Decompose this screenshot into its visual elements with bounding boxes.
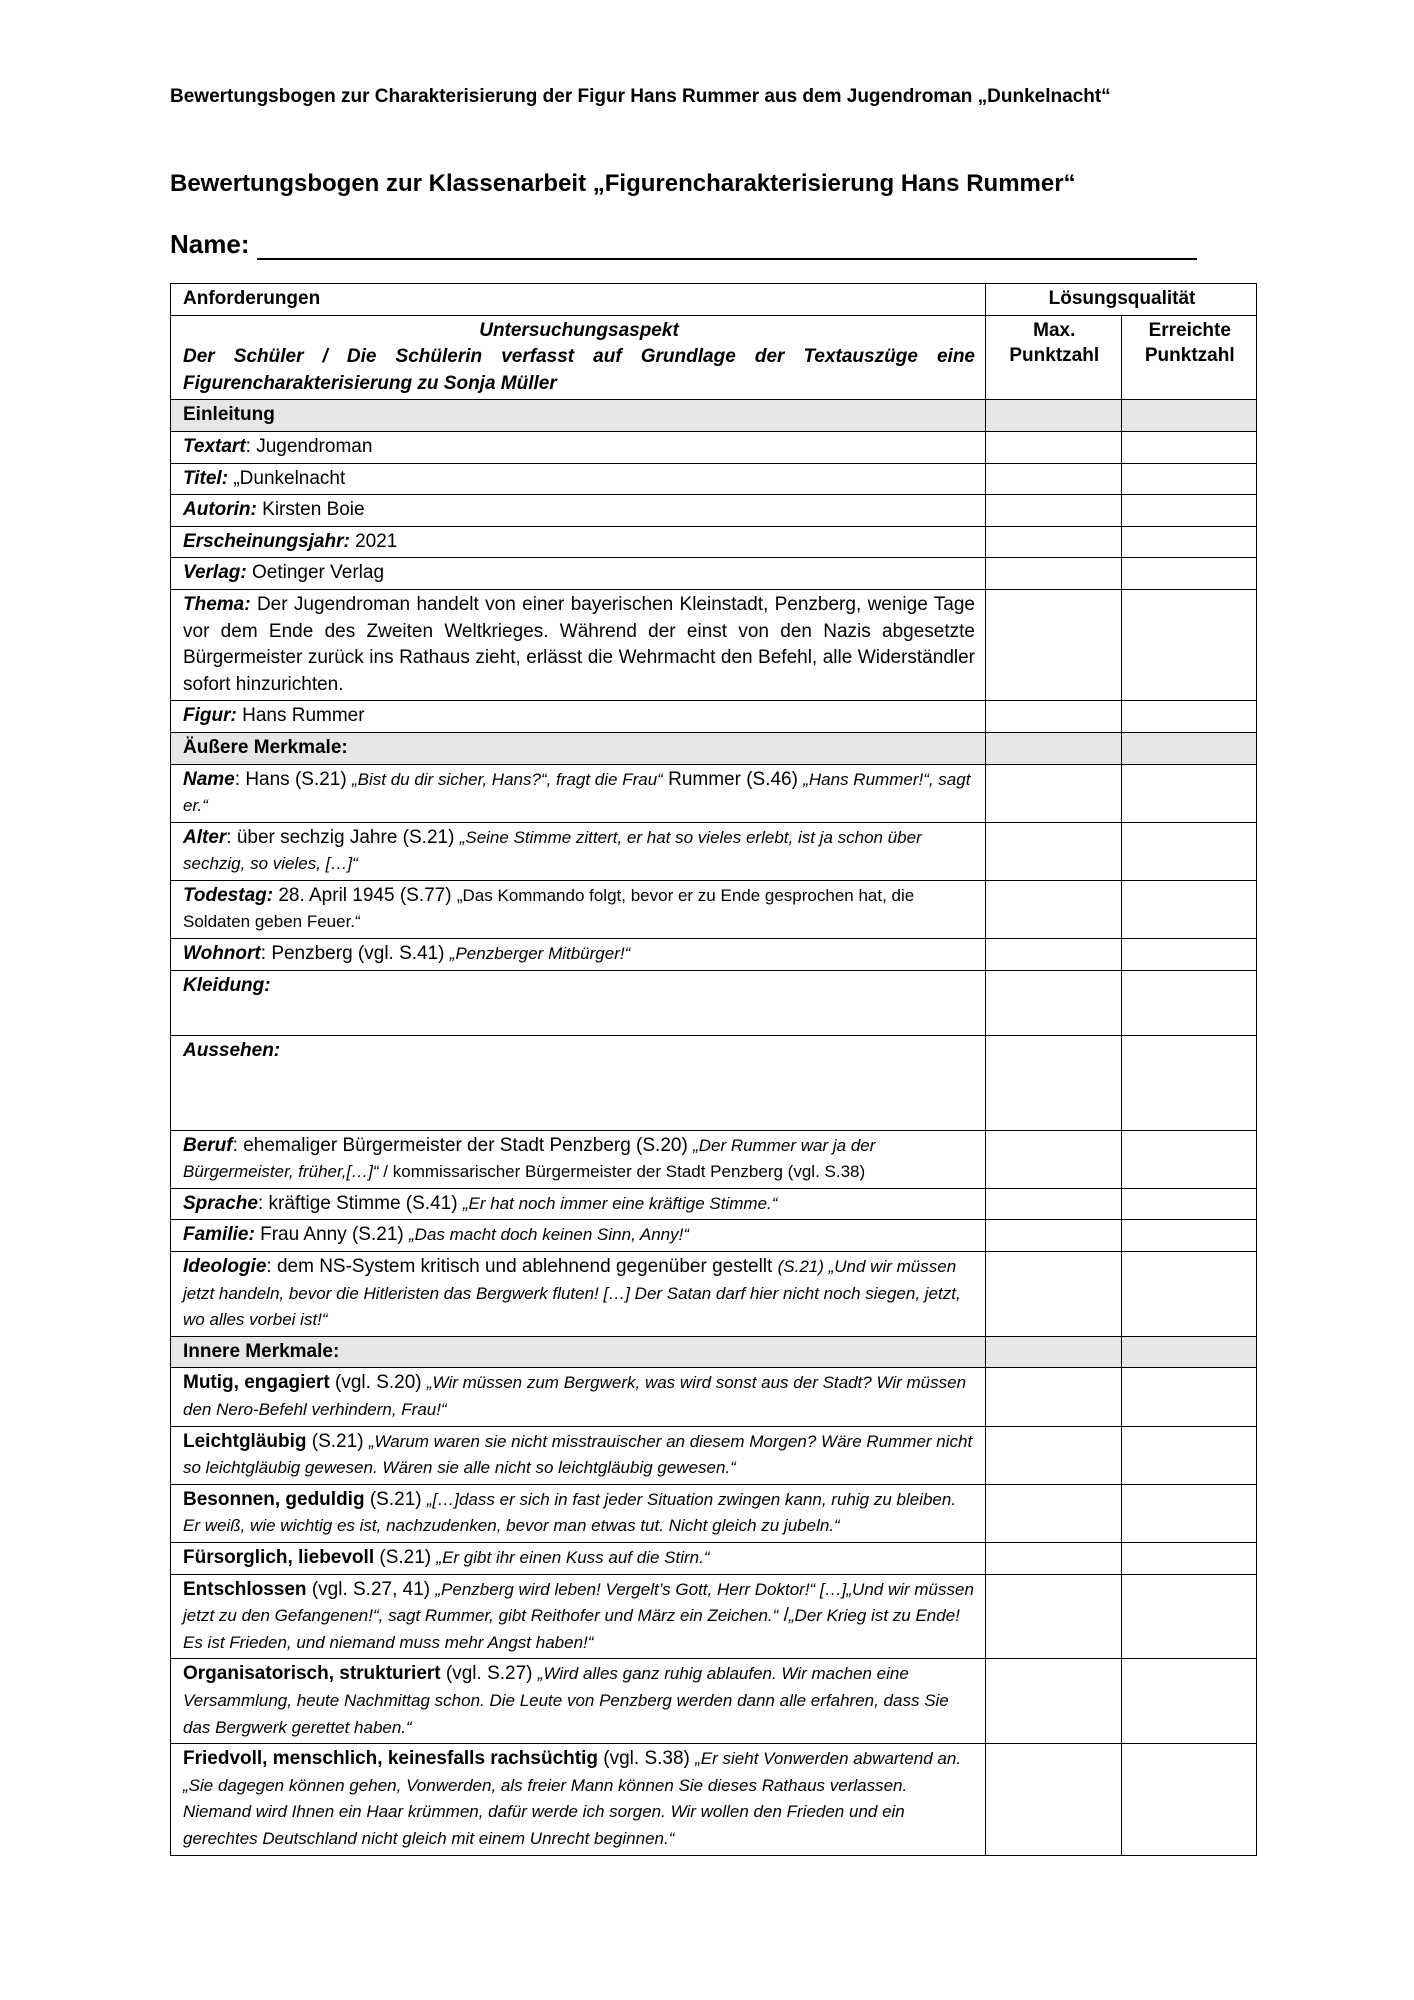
criterion-text-2: Rummer (S.46) [662, 768, 804, 790]
reached-points-cell[interactable] [1121, 1252, 1257, 1337]
criterion-label: Figur: [183, 705, 237, 727]
criterion-cell: Wohnort: Penzberg (vgl. S.41) „Penzberger Mitbürger!“ [171, 939, 986, 971]
criterion-text: (vgl. S.27, 41) [311, 1578, 436, 1600]
reached-points-header-cell [1121, 315, 1257, 400]
criterion-cell [171, 970, 986, 1035]
reached-points-cell[interactable] [1121, 1659, 1257, 1744]
reached-points-cell[interactable] [1121, 1368, 1257, 1426]
criterion-quote: „Warum waren sie nicht misstrauischer an diesem Morgen? Wäre Rummer nicht so leichtgläubig gewesen. Wären sie alle nicht so leichtgläubig gewesen.“ [183, 1431, 973, 1478]
max-points-cell[interactable] [986, 1542, 1122, 1574]
criterion-text: ehemaliger Bürgermeister der Stadt Penzberg (S.20) [243, 1134, 694, 1156]
criterion-label: Verlag: [183, 562, 247, 584]
criterion-text: (S.21) [379, 1546, 437, 1568]
criterion-cell: Ideologie: dem NS-System kritisch und ablehnend gegenüber gestellt (S.21) „Und wir müssen jetzt handeln, bevor die Hitleristen das Bergwerk fluten! […] Der Satan darf hier nicht noch siegen, jetzt, wo alles vorbei ist!“ [171, 1252, 986, 1337]
criterion-cell [171, 880, 986, 938]
table-subheader-row [171, 315, 1257, 400]
max-points-cell[interactable] [986, 1188, 1122, 1220]
criterion-text-2: / kommissarischer Bürgermeister der Stadt Penzberg (vgl. S.38) [378, 1162, 866, 1182]
reached-points-cell[interactable] [1121, 1744, 1257, 1855]
criterion-cell [171, 526, 986, 558]
criterion-row [171, 1484, 1257, 1542]
reached-points-cell[interactable] [1121, 1484, 1257, 1542]
criterion-quote: (S.21) „Und wir müssen jetzt handeln, bevor die Hitleristen das Bergwerk fluten! […] Der Satan darf hier nicht noch siegen, jetzt, wo alles vorbei ist!“ [183, 1257, 961, 1330]
section-row [171, 400, 1257, 432]
criterion-row [171, 1574, 1257, 1659]
criterion-cell: Textart: Jugendroman [171, 431, 986, 463]
max-points-cell[interactable] [986, 880, 1122, 938]
criterion-quote-2: „Der Krieg ist zu Ende! Es ist Frieden, und niemand muss mehr Angst haben!“ [183, 1606, 960, 1652]
max-points-cell[interactable] [986, 1220, 1122, 1252]
max-points-cell[interactable] [986, 970, 1122, 1035]
criterion-cell: Name: Hans (S.21) „Bist du dir sicher, Hans?“, fragt die Frau“ Rummer (S.46) „Hans Rummer!“, sagt er.“ [171, 764, 986, 822]
section-heading: Äußere Merkmale: [171, 732, 986, 764]
criterion-label: Wohnort [183, 943, 261, 965]
criterion-label: Textart [183, 435, 246, 457]
criterion-row [171, 1035, 1257, 1130]
max-points-cell[interactable] [986, 589, 1122, 700]
criterion-text: 28. April 1945 (S.77) [278, 884, 457, 906]
reached-points-cell[interactable] [1121, 1220, 1257, 1252]
criterion-label: Titel: [183, 467, 229, 489]
criterion-cell [171, 1484, 986, 1542]
criterion-text: dem NS-System kritisch und ablehnend gegenüber gestellt [276, 1256, 778, 1278]
criterion-cell: Beruf: ehemaliger Bürgermeister der Stadt Penzberg (S.20) „Der Rummer war ja der Bürgermeister, früher,[…]“ / kommissarischer Bürgermeister der Stadt Penzberg (vgl. S.38) [171, 1130, 986, 1188]
criterion-quote: „Er hat noch immer eine kräftige Stimme.“ [462, 1193, 778, 1213]
criterion-label: Erscheinungsjahr: [183, 530, 350, 552]
criterion-text: über sechzig Jahre (S.21) [236, 826, 460, 848]
reached-points-cell[interactable] [1121, 1542, 1257, 1574]
reached-points-cell[interactable] [1121, 431, 1257, 463]
criterion-row [171, 822, 1257, 880]
criterion-label: Kleidung: [183, 974, 271, 996]
criterion-quote: „Penzberger Mitbürger!“ [449, 944, 631, 964]
max-points-cell[interactable] [986, 463, 1122, 495]
task-intro: Der Schüler / Die Schülerin verfasst auf Grundlage der Textauszüge eine Figurencharakterisierung zu Sonja Müller [183, 346, 975, 394]
criterion-cell [171, 1574, 986, 1659]
criterion-label: Aussehen: [183, 1039, 281, 1061]
reached-points-cell[interactable] [1121, 1188, 1257, 1220]
criterion-text-2: „Das Kommando folgt, bevor er zu Ende gesprochen hat, die Soldaten geben Feuer.“ [183, 885, 915, 932]
criterion-text: Penzberg (vgl. S.41) [271, 943, 450, 965]
section-row [171, 1336, 1257, 1368]
criterion-label: Besonnen, geduldig [183, 1488, 365, 1510]
reached-points-cell[interactable] [1121, 1035, 1257, 1130]
reached-points-cell[interactable] [1121, 822, 1257, 880]
reached-points-cell[interactable] [1121, 764, 1257, 822]
criterion-text: 2021 [355, 530, 398, 552]
max-points-cell[interactable] [986, 1574, 1122, 1659]
max-points-cell[interactable] [986, 400, 1122, 432]
criterion-quote: „Er sieht Vonwerden abwartend an. „Sie dagegen können gehen, Vonwerden, als freier Mann können Sie dieses Rathaus verlassen. Niemand wird Ihnen ein Haar krümmen, dafür werde ich sorgen. Wir wollen den Frieden und ein gerechtes Deutschland nicht gleich mit einem Unrecht beginnen.“ [183, 1749, 961, 1848]
criterion-row [171, 463, 1257, 495]
criterion-cell [171, 1744, 986, 1855]
criterion-label: Name [183, 768, 235, 790]
criterion-label: Fürsorglich, liebevoll [183, 1546, 375, 1568]
criterion-row [171, 1368, 1257, 1426]
criterion-row [171, 970, 1257, 1035]
section-heading: Einleitung [171, 400, 986, 432]
criterion-quote: „Er gibt ihr einen Kuss auf die Stirn.“ [436, 1547, 710, 1567]
max-points-cell[interactable] [986, 431, 1122, 463]
criterion-text: Hans Rummer [242, 705, 365, 727]
max-points-cell[interactable] [986, 1744, 1122, 1855]
criterion-cell [171, 1368, 986, 1426]
reached-points-cell[interactable] [1121, 558, 1257, 590]
criterion-row [171, 764, 1257, 822]
max-points-cell[interactable] [986, 1035, 1122, 1130]
max-points-cell[interactable] [986, 764, 1122, 822]
criterion-label: Leichtgläubig [183, 1430, 307, 1452]
criterion-row [171, 880, 1257, 938]
criterion-text: (S.21) [369, 1488, 427, 1510]
criterion-row [171, 1188, 1257, 1220]
criterion-label: Ideologie [183, 1256, 267, 1278]
criterion-label: Thema: [183, 593, 251, 615]
table-header-row [171, 284, 1257, 316]
max-points-cell[interactable] [986, 558, 1122, 590]
criterion-row [171, 701, 1257, 733]
criterion-text: „Dunkelnacht [233, 467, 346, 489]
criterion-label: Organisatorisch, strukturiert [183, 1663, 441, 1685]
reached-points-cell[interactable] [1121, 526, 1257, 558]
reached-points-cell[interactable] [1121, 732, 1257, 764]
criterion-cell [171, 1035, 986, 1130]
col-header-quality: Lösungsqualität [986, 284, 1257, 316]
criterion-cell [171, 495, 986, 527]
criterion-text: Hans (S.21) [245, 768, 352, 790]
max-points-header: Max. Punktzahl [1009, 319, 1100, 367]
reached-points-cell[interactable] [1121, 701, 1257, 733]
criterion-quote: „Der Rummer war ja der Bürgermeister, früher,[…]“ [183, 1135, 876, 1182]
max-points-cell[interactable] [986, 732, 1122, 764]
reached-points-cell[interactable] [1121, 1130, 1257, 1188]
criterion-quote: „Wird alles ganz ruhig ablaufen. Wir machen eine Versammlung, heute Nachmittag schon. Die Leute von Penzberg werden dann alle erfahren, dass Sie das Bergwerk gerettet haben.“ [183, 1664, 949, 1737]
reached-points-cell[interactable] [1121, 1336, 1257, 1368]
criterion-cell [171, 589, 986, 700]
criterion-cell [171, 1426, 986, 1484]
criterion-quote: „Seine Stimme zittert, er hat so vieles erlebt, ist ja schon über sechzig, so vieles, […]“ [183, 827, 922, 874]
criterion-row [171, 431, 1257, 463]
reached-points-cell[interactable] [1121, 1426, 1257, 1484]
reached-points-header: Erreichte Punktzahl [1144, 319, 1235, 367]
criterion-label: Autorin: [183, 499, 257, 521]
criterion-cell: Sprache: kräftige Stimme (S.41) „Er hat noch immer eine kräftige Stimme.“ [171, 1188, 986, 1220]
criterion-label: Alter [183, 826, 227, 848]
criterion-text: (vgl. S.38) [603, 1748, 696, 1770]
name-field[interactable] [170, 228, 1197, 260]
criterion-label: Todestag: [183, 884, 274, 906]
assessment-table [170, 283, 1257, 1856]
criterion-quote: „Wir müssen zum Bergwerk, was wird sonst aus der Stadt? Wir müssen den Nero-Befehl verhindern, Frau!“ [183, 1373, 967, 1419]
max-points-cell[interactable] [986, 1252, 1122, 1337]
criterion-label: Entschlossen [183, 1578, 307, 1600]
criterion-quote: „[…]dass er sich in fast jeder Situation zwingen kann, ruhig zu bleiben. Er weiß, wie wichtig es ist, nachzudenken, bevor man etwas tut. Nicht gleich zu jubeln.“ [183, 1489, 957, 1536]
criterion-text: Der Jugendroman handelt von einer bayerischen Kleinstadt, Penzberg, wenige Tage vor dem Ende des Zweiten Weltkrieges. Während der einst von den Nazis abgesetzte Bürgermeister zurück ins Rathaus zieht, erlässt die Wehrmacht den Befehl, alle Widerständler sofort hinzurichten. [183, 593, 975, 695]
page-title: Bewertungsbogen zur Klassenarbeit „Figurencharakterisierung Hans Rummer“ [170, 170, 1076, 197]
criterion-row [171, 939, 1257, 971]
criterion-row [171, 1252, 1257, 1337]
criterion-cell [171, 1659, 986, 1744]
criterion-text: kräftige Stimme (S.41) [268, 1192, 463, 1214]
criterion-row [171, 1659, 1257, 1744]
max-points-cell[interactable] [986, 939, 1122, 971]
criterion-quote: „Penzberg wird leben! Vergelt’s Gott, Herr Doktor!“ […]„Und wir müssen jetzt zu den Gefangenen!“, sagt Rummer, gibt Reithofer und März ein Zeichen.“ [183, 1579, 974, 1626]
criterion-text: (vgl. S.27) [445, 1663, 538, 1685]
criterion-row [171, 1542, 1257, 1574]
max-points-cell[interactable] [986, 526, 1122, 558]
criterion-row [171, 526, 1257, 558]
criterion-text: (S.21) [311, 1430, 369, 1452]
criterion-quote-2: „Hans Rummer!“, sagt er.“ [183, 769, 971, 816]
max-points-cell[interactable] [986, 1484, 1122, 1542]
criterion-label: Mutig, engagiert [183, 1372, 330, 1394]
criterion-row [171, 1744, 1257, 1855]
criterion-cell [171, 558, 986, 590]
name-blank-line[interactable] [257, 228, 1197, 260]
reached-points-cell[interactable] [1121, 880, 1257, 938]
section-heading: Innere Merkmale: [171, 1336, 986, 1368]
criterion-text: Kirsten Boie [262, 499, 365, 521]
criterion-text-2: / [778, 1605, 789, 1627]
criterion-quote: „Das macht doch keinen Sinn, Anny!“ [409, 1225, 690, 1245]
criterion-row [171, 558, 1257, 590]
reached-points-cell[interactable] [1121, 589, 1257, 700]
criterion-text: Frau Anny (S.21) [260, 1224, 409, 1246]
document-header: Bewertungsbogen zur Charakterisierung der Figur Hans Rummer aus dem Jugendroman „Dunkelnacht“ [170, 86, 1111, 107]
criterion-cell [171, 463, 986, 495]
max-points-cell[interactable] [986, 1336, 1122, 1368]
max-points-cell[interactable] [986, 1130, 1122, 1188]
reached-points-cell[interactable] [1121, 970, 1257, 1035]
criterion-label: Sprache [183, 1192, 258, 1214]
reached-points-cell[interactable] [1121, 939, 1257, 971]
aspect-heading: Untersuchungsaspekt [479, 319, 679, 341]
criterion-cell [171, 701, 986, 733]
col-header-requirements: Anforderungen [171, 284, 986, 316]
section-row [171, 732, 1257, 764]
max-points-cell[interactable] [986, 701, 1122, 733]
reached-points-cell[interactable] [1121, 495, 1257, 527]
aspect-cell [171, 315, 986, 400]
max-points-cell[interactable] [986, 822, 1122, 880]
reached-points-cell[interactable] [1121, 400, 1257, 432]
criterion-cell [171, 1220, 986, 1252]
criterion-row [171, 1220, 1257, 1252]
criterion-label: Familie: [183, 1224, 255, 1246]
criterion-text: (vgl. S.20) [335, 1372, 427, 1394]
max-points-cell[interactable] [986, 1659, 1122, 1744]
criterion-text: Jugendroman [256, 435, 373, 457]
max-points-header-cell [986, 315, 1122, 400]
criterion-row [171, 495, 1257, 527]
criterion-row [171, 589, 1257, 700]
criterion-text: Oetinger Verlag [252, 562, 385, 584]
criterion-quote: „Bist du dir sicher, Hans?“, fragt die Frau“ [351, 769, 663, 789]
criterion-row [171, 1130, 1257, 1188]
criterion-label: Friedvoll, menschlich, keinesfalls rachsüchtig [183, 1748, 598, 1770]
max-points-cell[interactable] [986, 1368, 1122, 1426]
criterion-cell [171, 1542, 986, 1574]
reached-points-cell[interactable] [1121, 1574, 1257, 1659]
name-label: Name: [170, 229, 250, 259]
reached-points-cell[interactable] [1121, 463, 1257, 495]
criterion-cell: Alter: über sechzig Jahre (S.21) „Seine Stimme zittert, er hat so vieles erlebt, ist ja schon über sechzig, so vieles, […]“ [171, 822, 986, 880]
criterion-label: Beruf [183, 1134, 233, 1156]
max-points-cell[interactable] [986, 495, 1122, 527]
criterion-row [171, 1426, 1257, 1484]
max-points-cell[interactable] [986, 1426, 1122, 1484]
